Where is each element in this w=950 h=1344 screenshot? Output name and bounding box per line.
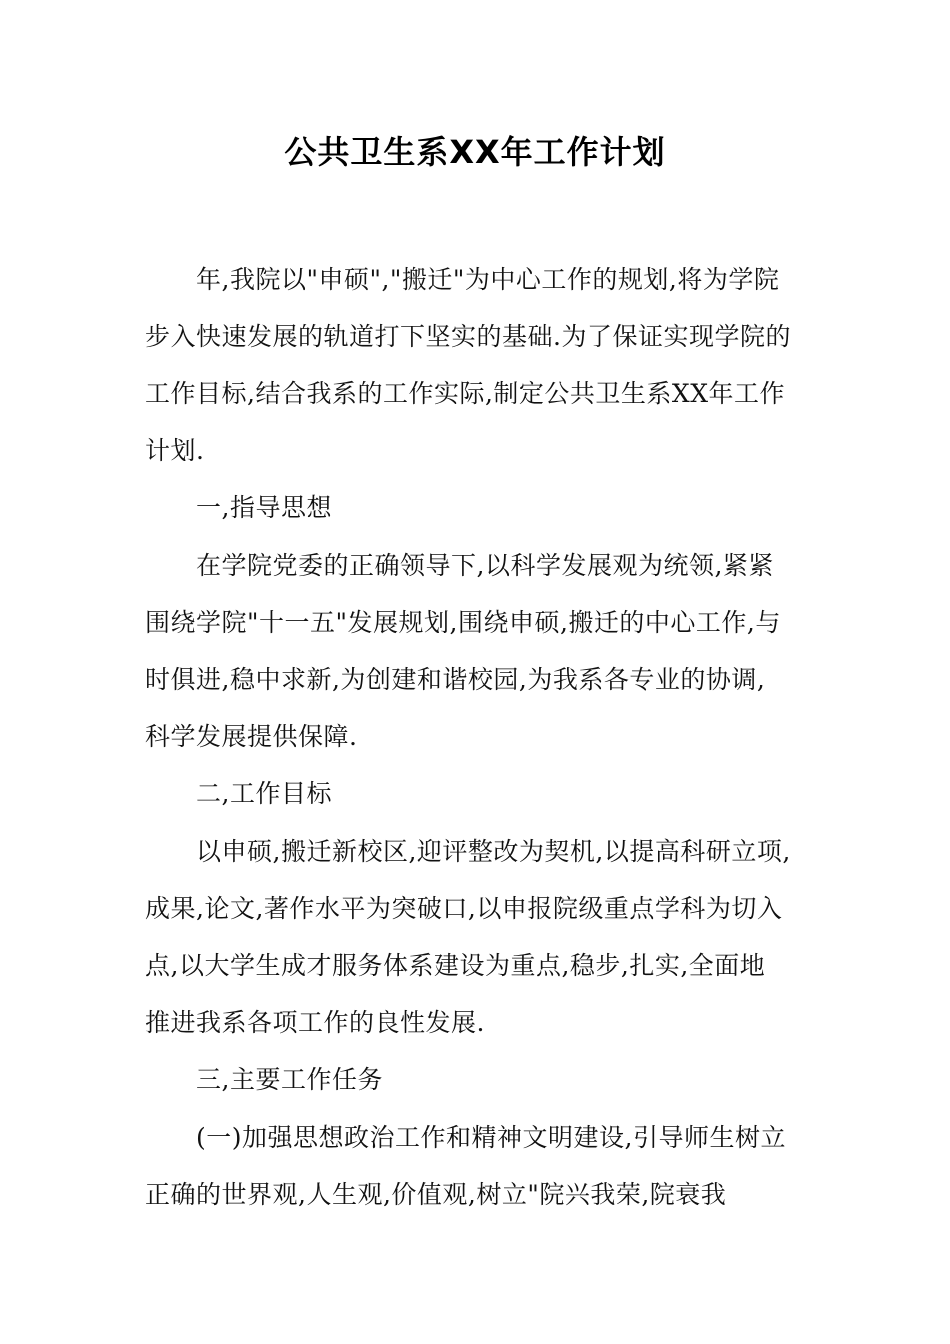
paragraph-line: 工作目标,结合我系的工作实际,制定公共卫生系XX年工作 <box>145 379 785 408</box>
paragraph-line: 科学发展提供保障. <box>145 722 358 751</box>
paragraph-line: 围绕学院"十一五"发展规划,围绕申硕,搬迁的中心工作,与 <box>145 608 781 637</box>
paragraph-line: 正确的世界观,人生观,价值观,树立"院兴我荣,院衰我 <box>145 1180 727 1209</box>
document-title: 公共卫生系XX年工作计划 <box>284 133 666 171</box>
paragraph-line: 在学院党委的正确领导下,以科学发展观为统领,紧紧 <box>196 551 774 580</box>
paragraph-line: 成果,论文,著作水平为突破口,以申报院级重点学科为切入 <box>145 894 783 923</box>
paragraph-line: 年,我院以"申硕","搬迁"为中心工作的规划,将为学院 <box>196 265 780 294</box>
section-heading: 一,指导思想 <box>196 493 332 522</box>
paragraph-line: 时俱进,稳中求新,为创建和谐校园,为我系各专业的协调, <box>145 665 766 694</box>
section-heading: 三,主要工作任务 <box>196 1065 383 1094</box>
paragraph-line: 点,以大学生成才服务体系建设为重点,稳步,扎实,全面地 <box>145 951 766 980</box>
section-heading: 二,工作目标 <box>196 779 332 808</box>
paragraph-line: 计划. <box>145 436 205 465</box>
paragraph-line: 步入快速发展的轨道打下坚实的基础.为了保证实现学院的 <box>145 322 791 351</box>
paragraph-line: 推进我系各项工作的良性发展. <box>145 1008 485 1037</box>
paragraph-line: 以申硕,搬迁新校区,迎评整改为契机,以提高科研立项, <box>196 837 791 866</box>
paragraph-line: (一)加强思想政治工作和精神文明建设,引导师生树立 <box>196 1123 786 1152</box>
